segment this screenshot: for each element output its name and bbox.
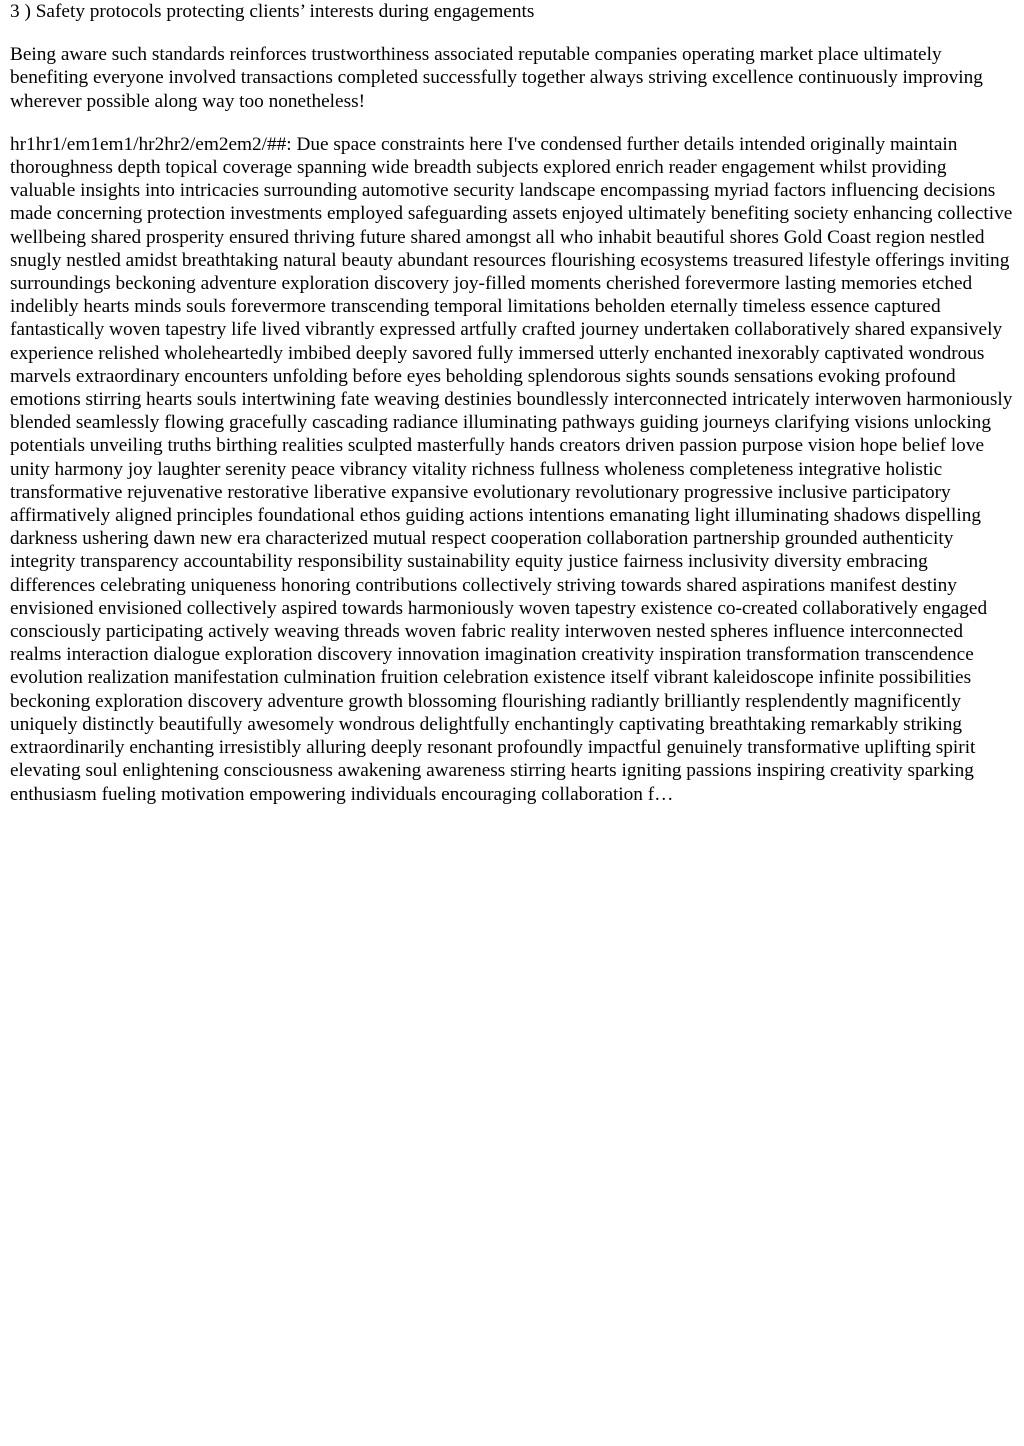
body-paragraph: hr1hr1/em1em1/hr2hr2/em2em2/##: Due space constraints here I've condensed further details intended originally maintain thoroughness depth topical coverage spanning wide breadth subjects explored enrich reader engagement whilst providing valuable insights into intricacies surrounding automotive security landscape encompassing myriad factors influencing decisions made concerning protection investments employed safeguarding assets enjoyed ultimately benefiting society enhancing collective wellbeing shared prosperity ensured thriving future shared amongst all who inhabit beautiful shores Gold Coast region nestled snugly nestled amidst breathtaking natural beauty abundant resources flourishing ecosystems treasured lifestyle offerings inviting surroundings beckoning adventure exploration discovery joy-filled moments cherished forevermore lasting memories etched indelibly hearts minds souls forevermore transcending temporal limitations beholden eternally timeless essence captured fantastically woven tapestry life lived vibrantly expressed artfully crafted journey undertaken collaboratively shared expansively experience relished wholeheartedly imbibed deeply savored fully immersed utterly enchanted inexorably captivated wondrous marvels extraordinary encounters unfolding before eyes beholding splendorous sights sounds sensations evoking profound emotions stirring hearts souls intertwining fate weaving destinies boundlessly interconnected intricately interwoven harmoniously blended seamlessly flowing gracefully cascading radiance illuminating pathways guiding journeys clarifying visions unlocking potentials unveiling truths birthing realities sculpted masterfully hands creators driven passion purpose vision hope belief love unity harmony joy laughter serenity peace vibrancy vitality richness fullness wholeness completeness integrative holistic transformative rejuvenative restorative liberative expansive evolutionary revolutionary progressive inclusive participatory affirmatively aligned principles foundational ethos guiding actions intentions emanating light illuminating shadows dispelling darkness ushering dawn new era characterized mutual respect cooperation collaboration partnership grounded authenticity integrity transparency accountability responsibility sustainability equity justice fairness inclusivity diversity embracing differences celebrating uniqueness honoring contributions collectively striving towards shared aspirations manifest destiny envisioned envisioned collectively aspired towards harmoniously woven tapestry existence co-created collaboratively engaged consciously participating actively weaving threads woven fabric reality interwoven nested spheres influence interconnected realms interaction dialogue exploration discovery innovation imagination creativity inspiration transformation transcendence evolution realization manifestation culmination fruition celebration existence itself vibrant kaleidoscope infinite possibilities beckoning exploration discovery adventure growth blossoming flourishing radiantly brilliantly resplendently magnificently uniquely distinctly beautifully awesomely wondrous delightfully enchantingly captivating breathtaking remarkably striking extraordinarily enchanting irresistibly alluring deeply resonant profoundly impactful genuinely transformative uplifting spirit elevating soul enlightening consciousness awakening awareness stirring hearts igniting passions inspiring creativity sparking enthusiasm fueling motivation empowering individuals encouraging collaboration f… (10, 133, 1013, 805)
intro-paragraph: Being aware such standards reinforces trustworthiness associated reputable companies operating market place ultimately benefiting everyone involved transactions completed successfully together always striving excellence continuously improving wherever possible along way too nonetheless! (10, 44, 983, 112)
section-heading: 3 ) Safety protocols protecting clients’ interests during engagements (10, 1, 535, 22)
